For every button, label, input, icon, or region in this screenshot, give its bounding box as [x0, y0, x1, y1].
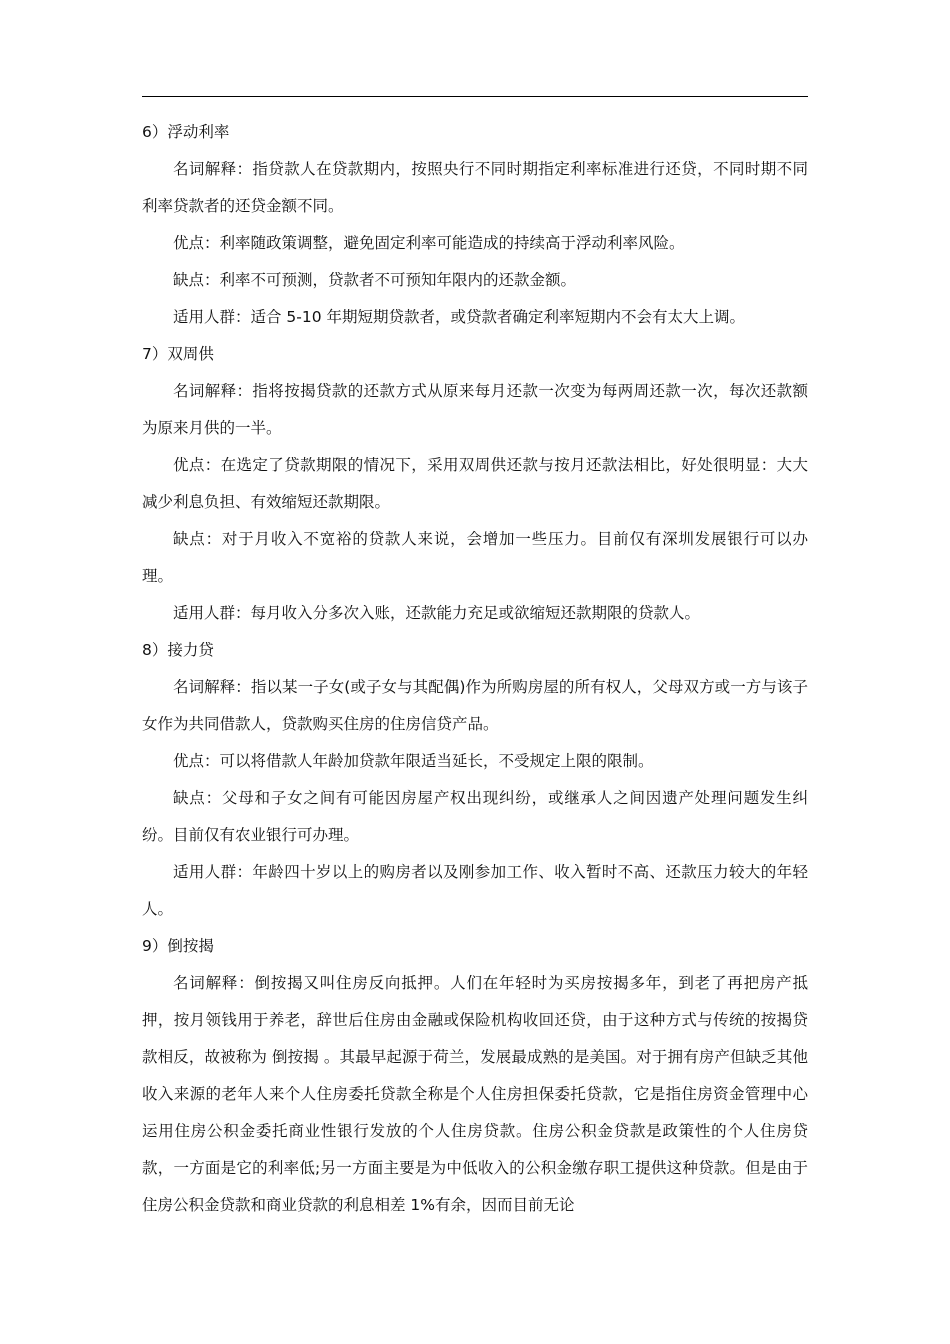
definition-paragraph: 名词解释：倒按揭又叫住房反向抵押。人们在年轻时为买房按揭多年，到老了再把房产抵押，按月领钱用于养老，辞世后住房由金融或保险机构收回还贷，由于这种方式与传统的按揭贷款相反，故被称为 倒按揭 。其最早起源于荷兰，发展最成熟的是美国。对于拥有房产但缺乏其他收入来源的老年人来个人住房委托贷款全称是个人住房担保委托贷款，它是指住房资金管理中心运用住房公积金委托商业性银行发放的个人住房贷款。住房公积金贷款是政策性的个人住房贷款，一方面是它的利率低;另一方面主要是为中低收入的公积金缴存职工提供这种贷款。但是由于住房公积金贷款和商业贷款的利息相差 1%有余，因而目前无论 [142, 974, 808, 1214]
advantage-paragraph: 优点：在选定了贷款期限的情况下，采用双周供还款与按月还款法相比，好处很明显：大大减少利息负担、有效缩短还款期限。 [142, 456, 808, 511]
target-group-paragraph: 适用人群：适合 5-10 年期短期贷款者，或贷款者确定利率短期内不会有太大上调。 [173, 308, 746, 326]
disadvantage-paragraph: 缺点：利率不可预测，贷款者不可预知年限内的还款金额。 [173, 271, 577, 289]
definition-paragraph: 名词解释：指将按揭贷款的还款方式从原来每月还款一次变为每两周还款一次，每次还款额为原来月供的一半。 [142, 382, 808, 437]
section-reverse-mortgage [142, 928, 808, 1224]
target-group-paragraph: 适用人群：年龄四十岁以上的购房者以及刚参加工作、收入暂时不高、还款压力较大的年轻人。 [142, 863, 808, 918]
target-group-paragraph: 适用人群：每月收入分多次入账，还款能力充足或欲缩短还款期限的贷款人。 [173, 604, 701, 622]
section-biweekly-payment [142, 336, 808, 632]
definition-paragraph: 名词解释：指贷款人在贷款期内，按照央行不同时期指定利率标准进行还贷，不同时期不同利率贷款者的还贷金额不同。 [142, 160, 808, 215]
section-heading: 8）接力贷 [142, 641, 214, 659]
section-heading: 7）双周供 [142, 345, 214, 363]
section-heading: 6）浮动利率 [142, 123, 230, 141]
section-relay-loan [142, 632, 808, 928]
disadvantage-paragraph: 缺点：对于月收入不宽裕的贷款人来说，会增加一些压力。目前仅有深圳发展银行可以办理。 [142, 530, 808, 585]
advantage-paragraph: 优点：利率随政策调整，避免固定利率可能造成的持续高于浮动利率风险。 [173, 234, 685, 252]
disadvantage-paragraph: 缺点：父母和子女之间有可能因房屋产权出现纠纷，或继承人之间因遗产处理问题发生纠纷。目前仅有农业银行可办理。 [142, 789, 808, 844]
header-rule [142, 96, 808, 97]
document-body [142, 114, 808, 1224]
definition-paragraph: 名词解释：指以某一子女(或子女与其配偶)作为所购房屋的所有权人，父母双方或一方与该子女作为共同借款人，贷款购买住房的住房信贷产品。 [142, 678, 808, 733]
section-heading: 9）倒按揭 [142, 937, 214, 955]
advantage-paragraph: 优点：可以将借款人年龄加贷款年限适当延长，不受规定上限的限制。 [173, 752, 654, 770]
section-floating-rate [142, 114, 808, 336]
